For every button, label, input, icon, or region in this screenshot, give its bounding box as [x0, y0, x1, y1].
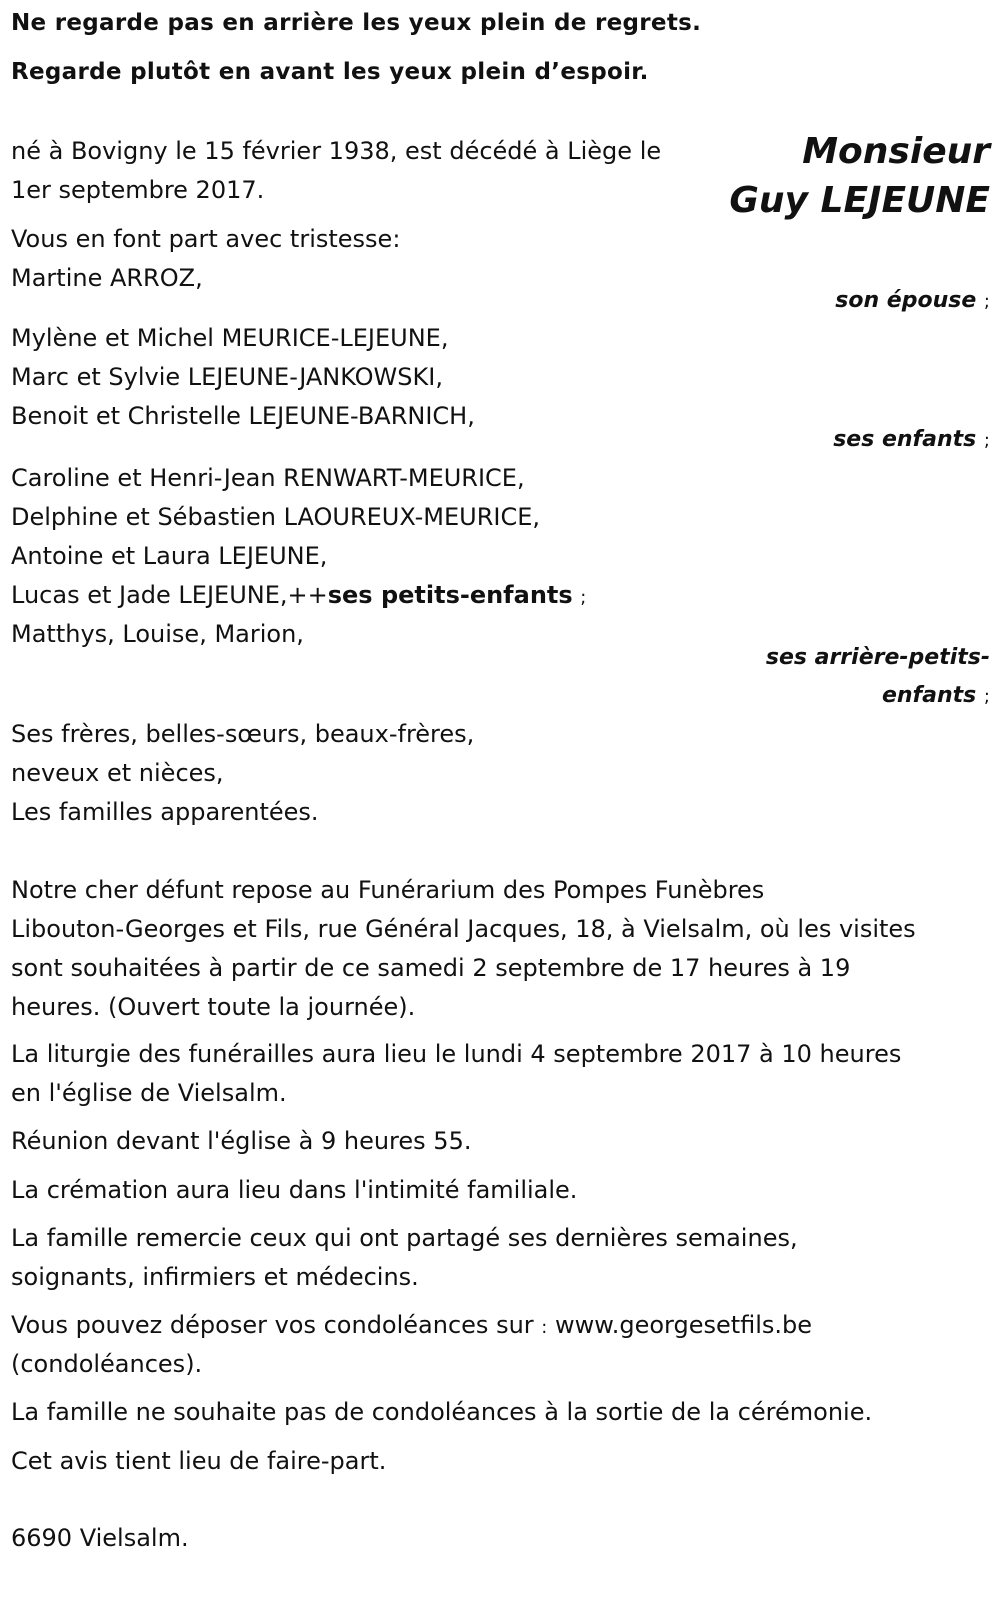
grandchildren-role-sep: ; — [580, 587, 587, 608]
others-line-2: neveux et nièces, — [11, 759, 224, 787]
children-role — [833, 420, 990, 460]
cremation-text: La crémation aura lieu dans l'intimité familiale. — [11, 1176, 578, 1204]
condoleances-url: www.georgesetfils.be — [555, 1311, 813, 1339]
grandchildren-role: ses petits-enfants — [327, 581, 573, 609]
condoleances-colon: : — [541, 1317, 548, 1338]
grandchild-last-names: Lucas et Jade LEJEUNE,++ — [11, 581, 328, 609]
faire-part-text: Cet avis tient lieu de faire-part. — [11, 1447, 387, 1475]
repose-line-4: heures. (Ouvert toute la journée). — [11, 993, 416, 1021]
spouse-role — [835, 281, 990, 321]
deceased-title: Monsieur — [802, 131, 990, 172]
child-line-2: Marc et Sylvie LEJEUNE-JANKOWSKI, — [11, 363, 443, 391]
children-role-sep: ; — [983, 430, 990, 451]
condoleances-line-1 — [11, 1305, 812, 1348]
spouse-name: Martine ARROZ, — [11, 264, 203, 292]
grandchild-line-3: Antoine et Laura LEJEUNE, — [11, 542, 328, 570]
repose-line-1: Notre cher défunt repose au Funérarium des Pompes Funèbres — [11, 876, 765, 904]
condoleances-prefix: Vous pouvez déposer vos condoléances sur — [11, 1311, 534, 1339]
spouse-role-sep: ; — [983, 291, 990, 312]
spouse-role-label: son épouse — [835, 288, 977, 313]
birth-death-line-2: 1er septembre 2017. — [11, 176, 265, 204]
grandchild-line-4 — [11, 575, 586, 618]
remerciements-line-2: soignants, infirmiers et médecins. — [11, 1263, 419, 1291]
great-grandchildren-role-label: enfants — [881, 683, 977, 708]
no-condoleances-text: La famille ne souhaite pas de condoléances à la sortie de la cérémonie. — [11, 1398, 873, 1426]
footer-address: 6690 Vielsalm. — [11, 1524, 189, 1552]
child-line-3: Benoit et Christelle LEJEUNE-BARNICH, — [11, 402, 475, 430]
deceased-name: Guy LEJEUNE — [729, 180, 990, 221]
grandchild-line-1: Caroline et Henri-Jean RENWART-MEURICE, — [11, 464, 525, 492]
repose-line-2: Libouton-Georges et Fils, rue Général Jacques, 18, à Vielsalm, où les visites — [11, 915, 916, 943]
quote-line-1: Ne regarde pas en arrière les yeux plein de regrets. — [11, 10, 702, 36]
grandchild-line-2: Delphine et Sébastien LAOUREUX-MEURICE, — [11, 503, 540, 531]
repose-line-3: sont souhaitées à partir de ce samedi 2 septembre de 17 heures à 19 — [11, 954, 851, 982]
announce-text: Vous en font part avec tristesse: — [11, 225, 401, 253]
birth-death-line-1: né à Bovigny le 15 février 1938, est décédé à Liège le — [11, 137, 662, 165]
remerciements-line-1: La famille remercie ceux qui ont partagé ses dernières semaines, — [11, 1224, 798, 1252]
liturgie-line-1: La liturgie des funérailles aura lieu le lundi 4 septembre 2017 à 10 heures — [11, 1040, 902, 1068]
child-line-1: Mylène et Michel MEURICE-LEJEUNE, — [11, 324, 449, 352]
great-grandchildren-role-line-2 — [882, 676, 990, 716]
others-line-1: Ses frères, belles-sœurs, beaux-frères, — [11, 720, 475, 748]
condoleances-line-2: (condoléances). — [11, 1350, 203, 1378]
children-role-label: ses enfants — [833, 427, 977, 452]
others-line-3: Les familles apparentées. — [11, 798, 319, 826]
liturgie-line-2: en l'église de Vielsalm. — [11, 1079, 287, 1107]
reunion-text: Réunion devant l'église à 9 heures 55. — [11, 1127, 472, 1155]
quote-line-2: Regarde plutôt en avant les yeux plein d’espoir. — [11, 59, 649, 85]
great-grandchildren-role-line-1: ses arrière-petits- — [765, 645, 990, 670]
great-grandchildren-role-sep: ; — [983, 686, 990, 707]
great-grandchildren-names: Matthys, Louise, Marion, — [11, 620, 304, 648]
